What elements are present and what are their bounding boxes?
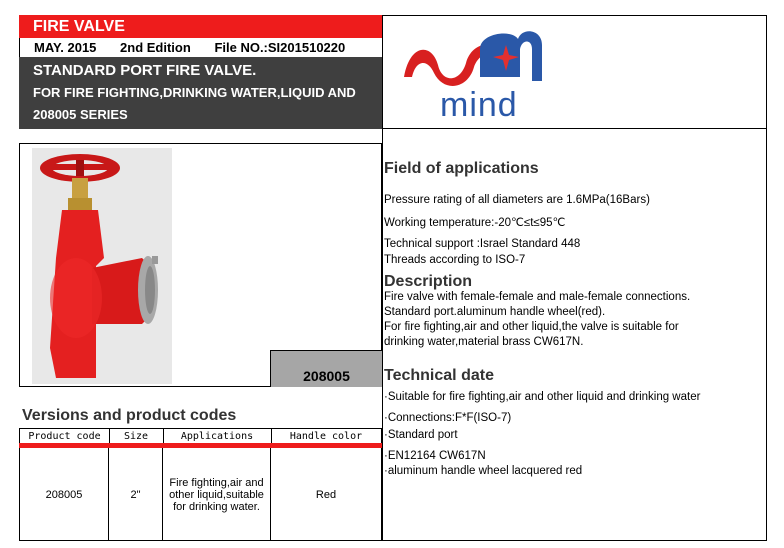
- technical-line: ·EN12164 CW617N: [384, 450, 486, 462]
- technical-heading: Technical date: [384, 367, 494, 384]
- col-header-applications: Applications: [163, 429, 272, 444]
- technical-line: ·Suitable for fire fighting,air and other liquid and drinking water: [384, 391, 701, 403]
- edition-number: 2nd Edition: [120, 40, 191, 55]
- table-row: [19, 448, 382, 541]
- banner-line-1: STANDARD PORT FIRE VALVE.: [33, 62, 257, 79]
- technical-line: ·Connections:F*F(ISO-7): [384, 412, 512, 424]
- logo-wordmark: mind: [440, 86, 518, 124]
- file-number: File NO.:SI201510220: [214, 40, 346, 55]
- cell-handle-color: Red: [315, 488, 337, 501]
- cell-applications: Fire fighting,air and other liquid,suitable for drinking water.: [163, 448, 271, 541]
- edition-bar: [19, 38, 382, 57]
- banner-line-3: 208005 SERIES: [33, 107, 128, 122]
- cell-product-code: 208005: [20, 448, 109, 541]
- product-banner: [19, 57, 382, 129]
- threads-text: Threads according to ISO-7: [384, 254, 526, 266]
- description-line: For fire fighting,air and other liquid,the valve is suitable for: [384, 321, 679, 333]
- technical-line: ·Standard port: [384, 429, 458, 441]
- col-header-handle-color: Handle color: [289, 431, 363, 442]
- table-header: [19, 428, 382, 443]
- doc-title: FIRE VALVE: [19, 15, 382, 38]
- col-header-product-code: Product code: [20, 429, 110, 444]
- technical-line: ·aluminum handle wheel lacquered red: [384, 465, 583, 477]
- applications-heading: Field of applications: [384, 160, 539, 177]
- temperature-text: Working temperature:-20℃≤t≤95℃: [384, 217, 566, 229]
- product-code-cell: 208005: [270, 350, 382, 387]
- col-header-size: Size: [109, 429, 164, 444]
- fire-valve-image: [32, 148, 172, 384]
- description-line: Standard port.aluminum handle wheel(red).: [384, 306, 606, 318]
- pressure-text: Pressure rating of all diameters are 1.6MPa(16Bars): [384, 194, 650, 206]
- description-line: drinking water,material brass CW617N.: [384, 336, 584, 348]
- description-heading: Description: [384, 273, 473, 290]
- edition-date: MAY. 2015: [34, 40, 97, 55]
- banner-line-2: FOR FIRE FIGHTING,DRINKING WATER,LIQUID AND: [33, 85, 356, 100]
- cell-size: 2": [109, 448, 163, 541]
- support-text: Technical support :Israel Standard 448: [384, 238, 581, 250]
- description-line: Fire valve with female-female and male-female connections.: [384, 291, 691, 303]
- versions-title: Versions and product codes: [22, 407, 237, 424]
